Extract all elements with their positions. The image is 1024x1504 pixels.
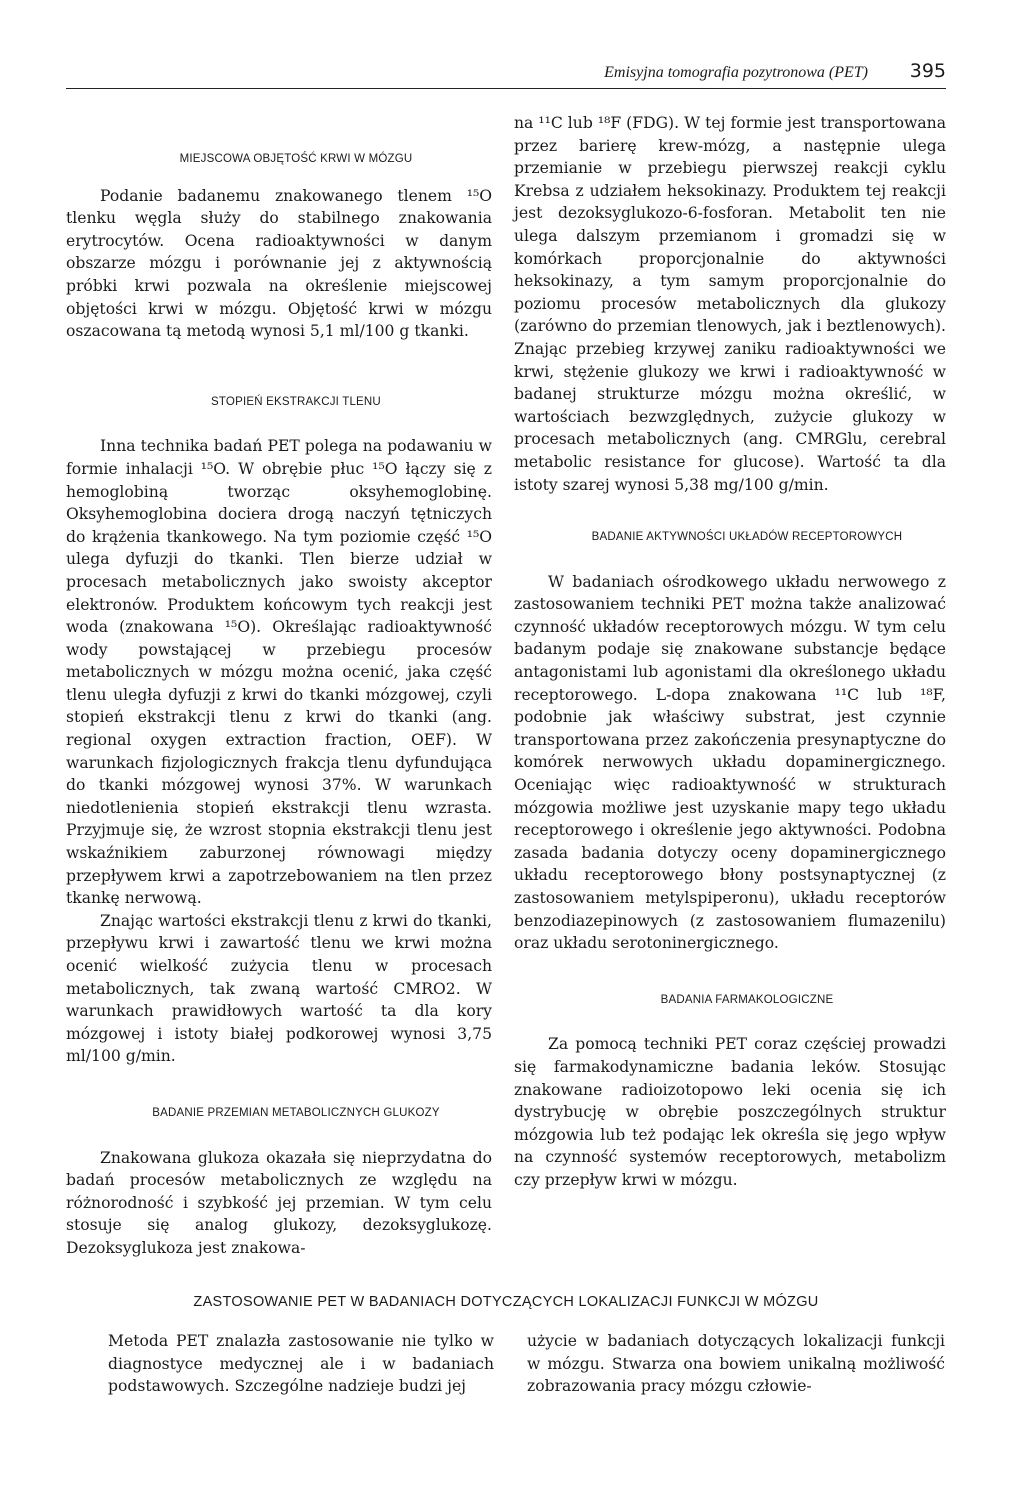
paragraph-glucose-continued: na ¹¹C lub ¹⁸F (FDG). W tej formie jest transportowana przez barierę krew-mózg, a następnie ulega przemianie w przebiegu pierwszej reakcji cyklu Krebsa z udziałem heksokinazy. Produktem tej reakcji jest dezoksyglukozo-6-fosforan. Metabolit ten nie ulega dalszym przemianom i gromadzi się w komórkach proporcjonalnie do aktywności heksokinazy, a tym samym proporcjonalnie do poziomu procesów metabolicznych dla glukozy (zarówno do przemian tlenowych, jak i beztlenowych). Znając przebieg krzywej zaniku radioaktywności we krwi, stężenie glukozy we krwi i radioaktywność w badanej strukturze mózgu można określić, w wartościach bezwzględnych, zużycie glukozy w procesach metabolicznych (ang. CMRGlu, cerebral metabolic resistance for glucose). Wartość ta dla istoty szarej wynosi 5,38 mg/100 g/min. — [514, 114, 946, 494]
section-heading-pharmacology: BADANIA FARMAKOLOGICZNE — [660, 993, 834, 1006]
paragraph-pharmacology: Za pomocą techniki PET coraz częściej prowadzi się farmakodynamiczne badania leków. Stosując znakowane radioizotopowo leki ocenia się ich dystrybucję w obrębie poszczególnych struktur mózgowia lub też podając lek określa się jego wpływ na czynność systemów receptorowych, metabolizm czy przepływ krwi w mózgu. — [514, 1035, 946, 1189]
section-heading-blood-volume: MIEJSCOWA OBJĘTOŚĆ KRWI W MÓZGU — [179, 153, 413, 165]
paragraph-oxygen-extraction: Inna technika badań PET polega na podawaniu w formie inhalacji ¹⁵O. W obrębie płuc ¹⁵O łączy się z hemoglobiną tworząc oksyhemoglobinę. Oksyhemoglobina dociera drogą naczyń tętniczych do krążenia tkankowego. Na tym poziomie część ¹⁵O ulega dyfuzji do tkanki. Tlen bierze udział w procesach metabolicznych jako swoisty akceptor elektronów. Produktem końcowym tych reakcji jest woda (znakowana ¹⁵O). Określając radioaktywność wody powstającej w przebiegu procesów metabolicznych w mózgu można ocenić, jaka część tlenu uległa dyfuzji z krwi do tkanki mózgowej, czyli stopień ekstrakcji tlenu z krwi do tkanki (ang. regional oxygen extraction fraction, OEF). W warunkach fizjologicznych frakcja tlenu dyfundująca do tkanki mózgowej wynosi 37%. W warunkach niedotlenienia stopień ekstrakcji tlenu wzrasta. Przyjmuje się, że wzrost stopnia ekstrakcji tlenu jest wskaźnikiem zaburzonej równowagi między przepływem krwi a zapotrzebowaniem na tlen przez tkankę nerwową. — [66, 437, 492, 908]
bottom-right-paragraph — [527, 1330, 945, 1398]
right-column — [514, 112, 946, 1192]
paragraph-pet-localization: użycie w badaniach dotyczących lokalizacji funkcji w mózgu. Stwarza ona bowiem unikalną możliwość zobrazowania pracy mózgu człowie- — [527, 1332, 945, 1396]
paragraph-glucose: Znakowana glukoza okazała się nieprzydatna do badań procesów metabolicznych ze względu na różnorodność i szybkość jej przemian. W tym celu stosuje się analog glukozy, dezoksyglukozę. Dezoksyglukoza jest znakowa- — [66, 1148, 492, 1257]
paragraph-pet-usage: Metoda PET znalazła zastosowanie nie tylko w diagnostyce medycznej ale i w badaniach podstawowych. Szczególne nadzieje budzi jej — [108, 1332, 494, 1396]
paragraph-cmro2: Znając wartości ekstrakcji tlenu z krwi do tkanki, przepływu krwi i zawartość tlenu we krwi można ocenić wielkość zużycia tlenu w procesach metabolicznych, tak zwaną wartość CMRO2. W warunkach prawidłowych wartość ta dla kory mózgowej i istoty białej podkorowej wynosi 3,75 ml/100 g/min. — [66, 911, 492, 1066]
page-number: 395 — [909, 60, 946, 82]
left-column — [66, 112, 492, 1260]
paragraph-receptors: W badaniach ośrodkowego układu nerwowego z zastosowaniem techniki PET można także analizować czynność układów receptorowych mózgu. W tym celu badanym podaje się znakowane substancje będące antagonistami lub agonistami dla określonego układu receptorowego. L-dopa znakowana ¹¹C lub ¹⁸F, podobnie jak właściwy substrat, jest czynnie transportowana przez zakończenia presynaptyczne do komórek nerwowych układu dopaminergicznego. Oceniając więc radioaktywność w strukturach mózgowia możliwe jest uzyskanie mapy tego układu receptorowego i określenie jego aktywności. Podobna zasada badania dotyczy oceny dopaminergicznego układu receptorowego błony postsynaptycznej (z zastosowaniem metylspiperonu), układu receptorów benzodiazepinowych (z zastosowaniem flumazenilu) oraz układu serotoninergicznego. — [514, 572, 946, 953]
bottom-left-paragraph — [108, 1330, 494, 1398]
section-heading-glucose: BADANIE PRZEMIAN METABOLICZNYCH GLUKOZY — [152, 1106, 440, 1119]
page-header — [66, 62, 946, 89]
major-section-heading: ZASTOSOWANIE PET W BADANIACH DOTYCZĄCYCH LOKALIZACJI FUNKCJI W MÓZGU — [193, 1294, 819, 1310]
running-title: Emisyjna tomografia pozytronowa (PET) — [604, 64, 868, 81]
paragraph-blood-volume: Podanie badanemu znakowanego tlenem ¹⁵O tlenku węgla służy do stabilnego znakowania erytrocytów. Ocena radioaktywności w danym obszarze mózgu i porównanie jej z aktywnością próbki krwi pozwala na określenie miejscowej objętości krwi w mózgu. Objętość krwi w mózgu oszacowana tą metodą wynosi 5,1 ml/100 g tkanki. — [66, 186, 492, 341]
section-heading-oxygen-extraction: STOPIEŃ EKSTRAKCJI TLENU — [211, 395, 381, 408]
section-heading-receptors: BADANIE AKTYWNOŚCI UKŁADÓW RECEPTOROWYCH — [591, 531, 903, 544]
